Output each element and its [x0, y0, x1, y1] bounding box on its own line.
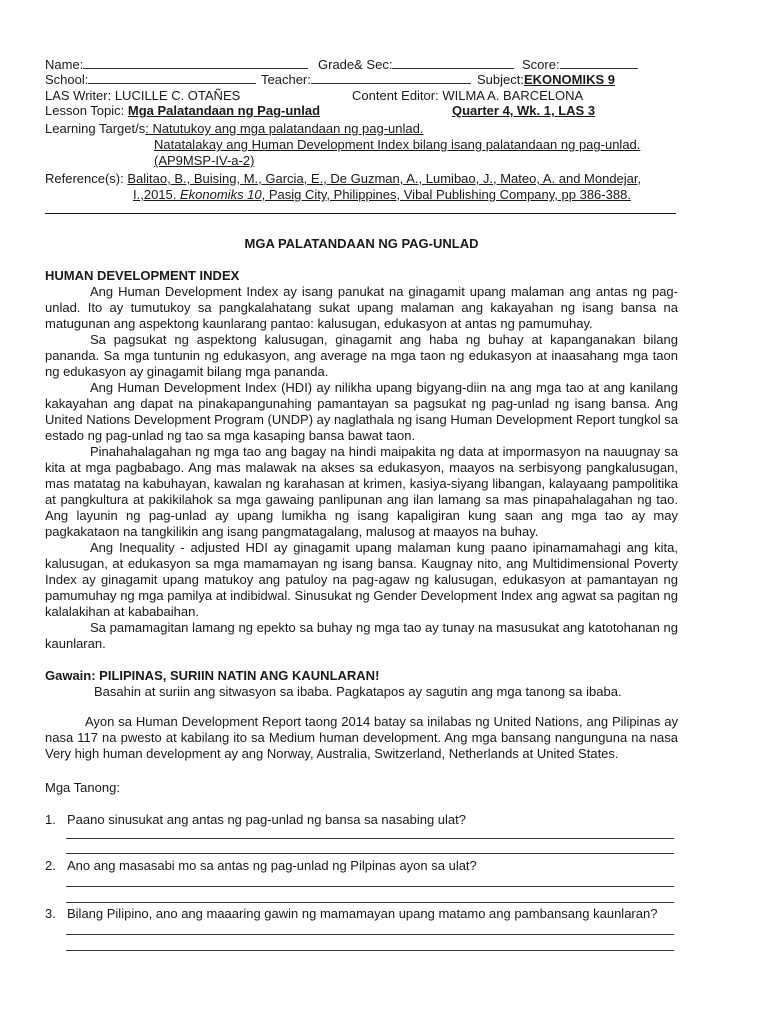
content-editor: Content Editor: WILMA A. BARCELONA — [352, 88, 584, 103]
question-text: Paano sinusukat ang antas ng pag-unlad ng bansa sa nasabing ulat? — [67, 812, 466, 827]
learning-target-label: Learning Target/s — [45, 121, 146, 136]
teacher-field[interactable] — [261, 72, 471, 88]
answer-line[interactable] — [66, 950, 674, 951]
name-field[interactable] — [45, 57, 308, 73]
question-3 — [45, 906, 705, 922]
answer-line[interactable] — [66, 853, 674, 854]
las-writer: LAS Writer: LUCILLE C. OTAÑES — [45, 88, 241, 103]
score-field[interactable] — [522, 57, 638, 73]
reference-publisher: , Pasig City, Philippines, Vibal Publishing Company, pp 386-388. — [261, 187, 631, 202]
score-label: Score: — [522, 57, 560, 72]
lesson-topic — [45, 103, 320, 119]
reference-book-title: Ekonomiks 10 — [179, 187, 262, 202]
paragraph: Ang Human Development Index (HDI) ay nilikha upang bigyang-diin na ang mga tao at ang kanilang kakayahan ang dapat na pinakapangunahing pamantayan sa pagsukat ng pag-unlad ng isang bansa. Ang United Nations Development Program (UNDP) ay naglathala ng isang Human Development Report tungkol sa estado ng pag-unlad ng tao sa mga kasaping bansa bawat taon. — [45, 380, 678, 443]
question-number: 1. — [45, 812, 56, 827]
question-number: 2. — [45, 858, 56, 873]
reference-author-suffix: I.,2015. — [133, 187, 180, 202]
grade-label: Grade& Sec: — [318, 57, 393, 72]
learning-target-2: Natatalakay ang Human Development Index bilang isang palatandaan ng pag-unlad. — [154, 137, 641, 152]
name-label: Name: — [45, 57, 84, 72]
lesson-topic-label: Lesson Topic: — [45, 103, 128, 118]
learning-target — [45, 121, 423, 137]
question-1 — [45, 812, 705, 828]
school-label: School: — [45, 72, 89, 87]
quarter-info: Quarter 4, Wk. 1, LAS 3 — [452, 103, 596, 118]
answer-line[interactable] — [66, 902, 674, 903]
gawain-instruction — [45, 684, 678, 700]
reference-line-1: Balitao, B., Buising, M., Garcia, E., De Guzman, A., Lumibao, J., Mateo, A. and Mondejar, — [127, 171, 642, 186]
answer-line[interactable] — [66, 934, 674, 935]
paragraph: Ang Inequality - adjusted HDI ay ginagamit upang malaman kung paano ipinamamahagi ang kita, kalusugan, at edukasyon sa mga mamamayan ng isang bansa. Kaugnay nito, ang Multidimensional Poverty Index ay ginagamit upang matukoy ang patuloy na pag-agaw ng kalusugan, edukasyon at pamantayan ng pamumuhay ng mga pamilya at indibidwal. Sinusukat ng Gender Development Index ang agwat sa pagitan ng kalalakihan at kababaihan. — [45, 540, 678, 619]
reference — [45, 171, 641, 187]
question-number: 3. — [45, 906, 56, 921]
question-2 — [45, 858, 705, 874]
hdi-heading: HUMAN DEVELOPMENT INDEX — [45, 268, 240, 283]
grade-field[interactable] — [318, 57, 514, 73]
gawain-situation — [45, 714, 678, 762]
paragraph: Sa pagsukat ng aspektong kalusugan, ginagamit ang haba ng buhay at kapanganakan bilang pananda. Sa mga tuntunin ng edukasyon, ang average na mga taon ng edukasyon at inaasahang mga taon ng edukasyon ay ginagamit bilang mga pananda. — [45, 332, 678, 379]
instruction-text: Basahin at suriin ang sitwasyon sa ibaba. Pagkatapos ay sagutin ang mga tanong sa ibaba. — [94, 684, 622, 699]
questions-label: Mga Tanong: — [45, 780, 120, 795]
page-title: MGA PALATANDAAN NG PAG-UNLAD — [244, 236, 479, 251]
learning-target-code: (AP9MSP-IV-a-2) — [154, 153, 255, 168]
school-field[interactable] — [45, 72, 256, 88]
hdi-body — [45, 284, 678, 652]
answer-line[interactable] — [66, 838, 674, 839]
reference-line-2 — [133, 187, 631, 203]
question-text: Bilang Pilipino, ano ang maaaring gawin ng mamamayan upang matamo ang pambansang kaunlaran? — [67, 906, 658, 921]
subject-value: EKONOMIKS 9 — [523, 72, 615, 87]
subject-field — [477, 72, 615, 88]
paragraph: Pinahahalagahan ng mga tao ang bagay na hindi maipakita ng data at impormasyon na nauugnay sa kita at mga pagbabago. Ang mas malawak na akses sa edukasyon, maayos na serbisyong pangkalusugan, mas matatag na kabuhayan, kawalan ng karahasan at krimen, kasiya-siyang libangan, kalayaang pampolitika at pangkultura at pakikilahok sa mga gawaing panlipunan ang ilan lamang sa mas pinapahalagahan ng tao. Ang layunin ng pag-unlad ay upang lumikha ng isang kapaligiran kung saan ang mga tao ay may pagkakataon na tangkilikin ang isang pangmatagalang, malusog at maayos na buhay. — [45, 444, 678, 539]
answer-line[interactable] — [66, 886, 674, 887]
situation-text: Ayon sa Human Development Report taong 2014 batay sa inilabas ng United Nations, ang Pilipinas ay nasa 117 na pwesto at kabilang ito sa Medium human development. Ang mga bansang nangunguna na nasa Very high human development ay ang Norway, Australia, Switzerland, Netherlands at United States. — [45, 714, 678, 761]
paragraph: Sa pamamagitan lamang ng epekto sa buhay ng mga tao ay tunay na masusukat ang katotohanan ng kaunlaran. — [45, 620, 678, 651]
reference-label: Reference(s): — [45, 171, 128, 186]
subject-label: Subject: — [477, 72, 524, 87]
gawain-heading: Gawain: PILIPINAS, SURIIN NATIN ANG KAUNLARAN! — [45, 668, 380, 683]
paragraph: Ang Human Development Index ay isang panukat na ginagamit upang malaman ang antas ng pag-unlad. Ito ay tumutukoy sa pangkalahatang sukat upang malaman ang kakayahan ng isang bansa na matugunan ang aspektong kaunlarang pantao: kalusugan, edukasyon at antas ng pamumuhay. — [45, 284, 678, 331]
teacher-label: Teacher: — [261, 72, 311, 87]
learning-target-1: : Natutukoy ang mga palatandaan ng pag-unlad. — [145, 121, 424, 136]
lesson-topic-value: Mga Palatandaan ng Pag-unlad — [127, 103, 321, 118]
header-divider — [45, 213, 676, 214]
question-text: Ano ang masasabi mo sa antas ng pag-unlad ng Pilpinas ayon sa ulat? — [67, 858, 477, 873]
